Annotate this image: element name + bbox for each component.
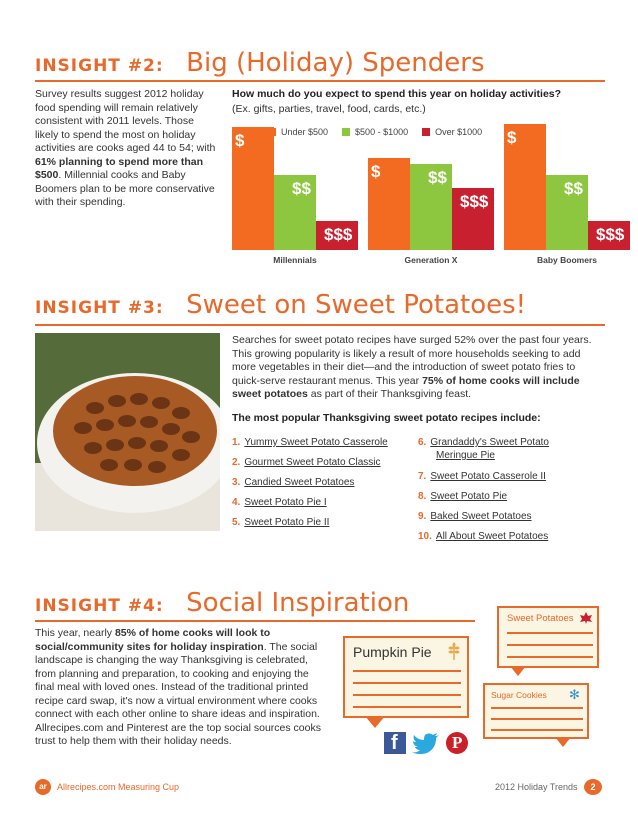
recipe-item: [232, 437, 388, 448]
card-line: [507, 632, 593, 634]
recipe-item: [418, 491, 507, 502]
insight3-body: [232, 334, 604, 402]
card-line: [353, 682, 461, 684]
chart-category-label: Baby Boomers: [537, 255, 597, 265]
card-line: [353, 706, 461, 708]
insight2-title: Big (Holiday) Spenders: [186, 48, 485, 78]
section-divider: [35, 324, 605, 326]
card-line: [491, 729, 583, 731]
allrecipes-logo: ar: [35, 779, 51, 795]
recipe-item: [418, 531, 548, 542]
sweet-potatoes-card: [497, 606, 599, 668]
speech-tail: [510, 666, 526, 676]
snowflake-icon: ✻: [569, 687, 580, 702]
chart-category-labels: [232, 255, 602, 267]
insight4-body: [35, 627, 327, 749]
recipe-number: 7.: [418, 471, 427, 482]
insight4-kicker: INSIGHT #4:: [35, 596, 164, 616]
recipe-link[interactable]: All About Sweet Potatoes: [435, 531, 549, 542]
recipe-link[interactable]: Meringue Pie: [436, 450, 495, 461]
recipe-item: [232, 497, 327, 508]
recipe-item: [232, 517, 329, 528]
insight2-kicker: INSIGHT #2:: [35, 56, 164, 76]
chart-bar-label: $$$: [324, 225, 353, 245]
card-line: [507, 644, 593, 646]
recipe-number: 5.: [232, 517, 241, 528]
legend-label: Under $500: [281, 127, 329, 137]
recipes-heading: The most popular Thanksgiving sweet potato recipes include:: [232, 412, 541, 424]
recipe-number: 2.: [232, 457, 241, 468]
recipe-link[interactable]: Candied Sweet Potatoes: [244, 477, 355, 488]
recipe-number: 4.: [232, 497, 241, 508]
pumpkin-pie-card-title: Pumpkin Pie: [353, 644, 432, 660]
pinterest-icon[interactable]: P: [446, 732, 468, 754]
recipe-item: [232, 477, 354, 488]
chart-subtitle: (Ex. gifts, parties, travel, food, cards, etc.): [232, 103, 426, 115]
recipe-link[interactable]: Sweet Potato Pie: [430, 491, 508, 502]
insight2-header: [35, 48, 605, 78]
card-line: [507, 656, 593, 658]
insight3-kicker: INSIGHT #3:: [35, 298, 164, 318]
sweet-potatoes-card-title: Sweet Potatoes: [507, 613, 574, 624]
chart-category-label: Millennials: [273, 255, 317, 265]
card-line: [491, 718, 583, 720]
recipe-number: 6.: [418, 437, 427, 448]
recipe-link[interactable]: Sweet Potato Pie I: [244, 497, 327, 508]
recipe-link[interactable]: Gourmet Sweet Potato Classic: [244, 457, 381, 468]
insight2-body-segment: 61% planning to spend more than $500: [35, 155, 204, 181]
chart-title: How much do you expect to spend this year on holiday activities?: [232, 88, 562, 100]
insight4-body-segment: This year, nearly: [35, 627, 115, 639]
recipe-link[interactable]: Yummy Sweet Potato Casserole: [244, 437, 388, 448]
facebook-icon[interactable]: f: [384, 732, 406, 754]
insight2-body: [35, 88, 217, 210]
sweet-potato-casserole-photo: [35, 333, 220, 531]
card-line: [353, 670, 461, 672]
insight3-header: [35, 290, 605, 320]
chart-bar-label: $: [235, 130, 245, 150]
wheat-icon: [447, 642, 461, 660]
recipe-item: [418, 471, 546, 482]
recipe-number: 8.: [418, 491, 427, 502]
recipe-link[interactable]: Grandaddy's Sweet Potato: [430, 437, 549, 448]
insight3-body-segment: as part of their Thanksgiving feast.: [307, 388, 472, 400]
chart-bar-label: $$$: [596, 225, 625, 245]
chart-bar-label: $: [507, 127, 517, 147]
chart-category-label: Generation X: [404, 255, 458, 265]
pumpkin-pie-card: [343, 636, 469, 718]
insight2-body-segment: Survey results suggest 2012 holiday food spending will remain relatively consistent with 2011 levels. Those likely to spend the most on holiday activities are cooks aged 44 to 54; with: [35, 88, 216, 154]
recipe-item: [418, 437, 549, 461]
twitter-icon[interactable]: [412, 732, 440, 754]
legend-label: Over $1000: [435, 127, 483, 137]
chart-bar-label: $: [371, 161, 381, 181]
sugar-cookies-card-title: Sugar Cookies: [491, 690, 547, 700]
insight4-header: [35, 588, 495, 618]
page-number: 2: [584, 779, 602, 795]
sugar-cookies-card: [483, 683, 589, 739]
recipe-link[interactable]: Sweet Potato Casserole II: [430, 471, 546, 482]
recipe-link[interactable]: Sweet Potato Pie II: [244, 517, 330, 528]
recipe-link[interactable]: Baked Sweet Potatoes: [430, 511, 532, 522]
speech-tail: [365, 716, 385, 728]
insight2-body-segment: . Millennial cooks and Baby Boomers plan to be more conservative with their spending.: [35, 169, 215, 208]
speech-tail: [555, 737, 571, 747]
insight4-title: Social Inspiration: [186, 588, 410, 618]
chart-bar-label: $$: [428, 168, 447, 188]
recipe-number: 3.: [232, 477, 241, 488]
insight3-title: Sweet on Sweet Potatoes!: [186, 290, 527, 320]
footer-right: 2012 Holiday Trends: [495, 782, 578, 792]
card-line: [353, 694, 461, 696]
recipe-item: [418, 511, 532, 522]
insight4-body-segment: . The social landscape is changing the way Thanksgiving is celebrated, from planning and preparation, to cooking and enjoying the final meal with loved ones. Instead of the traditional printed recipe card swap, it's now a virtual environment where cooks connect with each other online to share ideas and inspiration. Allrecipes.com and Pinterest are the top social sources cooks trust to help them with their holiday needs.: [35, 640, 321, 747]
recipe-item: [232, 457, 381, 468]
section-divider: [35, 620, 475, 622]
recipe-number: 9.: [418, 511, 427, 522]
chart-bar-label: $$: [292, 178, 311, 198]
chart-plot: [232, 120, 625, 250]
chart-bar-label: $$: [564, 178, 583, 198]
recipe-number: 1.: [232, 437, 241, 448]
legend-label: $500 - $1000: [355, 127, 409, 137]
recipe-number: 10.: [418, 531, 432, 542]
section-divider: [35, 80, 605, 82]
footer-left: Allrecipes.com Measuring Cup: [57, 782, 180, 792]
insight4-body-segment: 85% of home cooks will look to social/community sites for holiday inspiration: [35, 627, 271, 653]
leaf-icon: [579, 611, 593, 625]
card-line: [491, 707, 583, 709]
insight3-body-segment: 75% of home cooks will include sweet potatoes: [232, 374, 580, 400]
insight3-body-segment: Searches for sweet potato recipes have surged 52% over the past four years. This growing popularity is likely a result of more households seeking to add more vegetables in their diet—and the introduction of sweet potato fries to quick-serve restaurant menus. This year: [232, 334, 592, 387]
chart-bar-label: $$$: [460, 191, 489, 211]
